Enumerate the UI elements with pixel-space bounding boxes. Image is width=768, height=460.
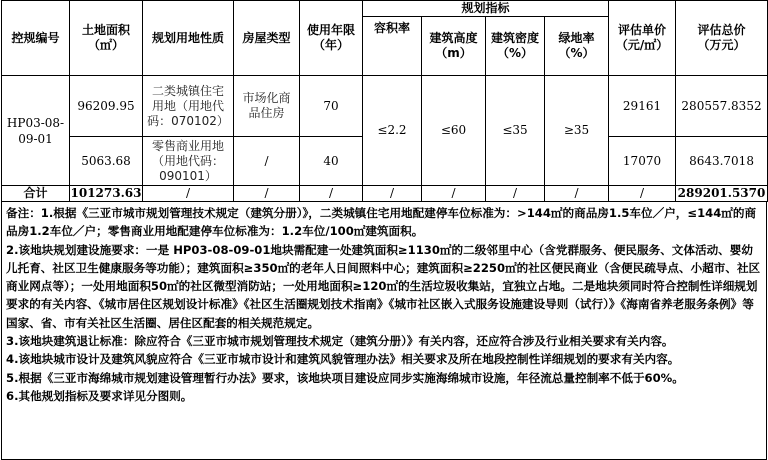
header-green-unit: （%） <box>558 46 595 60</box>
total-slash: / <box>300 186 363 202</box>
house-type-cell: 市场化商品住房 <box>234 76 300 137</box>
unit-price-cell: 17070 <box>609 137 676 186</box>
total-slash: / <box>486 186 545 202</box>
header-unit-price-unit: （元/㎡） <box>615 38 669 52</box>
height-cell: ≤60 <box>422 76 486 186</box>
years-cell: 40 <box>300 137 363 186</box>
header-years-label: 使用年限 <box>306 23 355 37</box>
header-density <box>486 17 545 76</box>
header-years <box>300 1 363 76</box>
house-type-cell: / <box>234 137 300 186</box>
unit-price-cell: 29161 <box>609 76 676 137</box>
header-indicators: 规划指标 <box>363 1 609 17</box>
header-code: 控规编号 <box>2 1 70 76</box>
land-area-cell: 5063.68 <box>70 137 143 186</box>
header-land-use: 规划用地性质 <box>143 1 234 76</box>
header-land-area-unit: （㎡） <box>87 38 124 52</box>
header-height-unit: （m） <box>435 46 472 60</box>
header-years-unit: （年） <box>312 38 349 52</box>
header-land-area <box>70 1 143 76</box>
header-green-label: 绿地率 <box>558 31 595 45</box>
far-cell: ≤2.2 <box>363 76 422 186</box>
note-3: 3.该地块建筑退让标准：除应符合《三亚市城市规划管理技术规定（建筑分册）》有关内容，还应符合涉及行业相关要求有关内容。 <box>6 334 674 349</box>
header-density-unit: （%） <box>496 46 534 60</box>
note-6: 6.其他规划指标及要求详见分图则。 <box>6 388 193 403</box>
header-total-price <box>676 1 768 76</box>
header-unit-price <box>609 1 676 76</box>
total-price-sum: 289201.5370 <box>676 186 768 202</box>
total-price-cell: 8643.7018 <box>676 137 768 186</box>
total-slash: / <box>545 186 609 202</box>
total-row <box>2 186 768 202</box>
total-slash: / <box>363 186 422 202</box>
header-house-type: 房屋类型 <box>234 1 300 76</box>
total-label: 合计 <box>2 186 70 202</box>
note-1: 备注：1.根据《三亚市城市规划管理技术规定（建筑分册）》，二类城镇住宅用地配建停车位标准为：>144㎡的商品房1.5车位／户，≤144㎡的商品房1.2车位／户；零售商业用地配建停车位标准为：1.2车位/100㎡建筑面积。 <box>6 206 757 239</box>
years-cell: 70 <box>300 76 363 137</box>
total-slash: / <box>234 186 300 202</box>
total-land-area: 101273.63 <box>70 186 142 200</box>
header-unit-price-label: 评估单价 <box>618 23 667 37</box>
land-use-cell: 零售商业用地（用地代码：090101） <box>143 137 234 186</box>
code-cell: HP03-08-09-01 <box>2 76 70 186</box>
total-slash: / <box>143 186 234 202</box>
land-area-cell: 96209.95 <box>70 76 143 137</box>
notes-section <box>1 202 767 460</box>
note-2: 2.该地块规划建设施要求：一是 HP03-08-09-01地块需配建一处建筑面积≥1130㎡的二级邻里中心（含党群服务、便民服务、文体活动、婴幼儿托育、社区卫生健康服务等功能）；建筑面积≥350㎡的老年人日间照料中心；建筑面积≥2250㎡的社区便民商业（含便民疏导点、小超市、社区商业网点等）；一处用地面积50㎡的社区微型消防站；一处用地面积≥120㎡的生活垃圾收集站，宜独立占地。二是地块须同时符合控制性详细规划要求的有关内容、《城市居住区规划设计标准》《社区生活圈规划技术指南》《城市社区嵌入式服务设施建设导则（试行）》《海南省养老服务条例》等国家、省、市有关社区生活圈、居住区配套的相关规范规定。 <box>6 242 761 330</box>
density-cell: ≤35 <box>486 76 545 186</box>
header-height-label: 建筑高度 <box>429 31 478 45</box>
total-slash: / <box>422 186 486 202</box>
green-cell: ≥35 <box>545 76 609 186</box>
total-price-cell: 280557.8352 <box>676 76 768 137</box>
header-height <box>422 17 486 76</box>
header-total-price-label: 评估总价 <box>697 23 746 37</box>
header-density-label: 建筑密度 <box>490 31 539 45</box>
header-green <box>545 17 609 76</box>
note-4: 4.该地块城市设计及建筑风貌应符合《三亚市城市设计和建筑风貌管理办法》相关要求及所在地段控制性详细规划的要求有关内容。 <box>6 352 680 367</box>
header-total-price-unit: （万元） <box>697 38 746 52</box>
header-land-area-label: 土地面积 <box>81 23 130 37</box>
land-table <box>1 0 768 202</box>
table-row <box>2 76 768 137</box>
header-far: 容积率 <box>363 17 422 76</box>
land-use-cell: 二类城镇住宅用地（用地代码：070102） <box>143 76 234 137</box>
note-5: 5.根据《三亚市海绵城市规划建设管理暂行办法》要求，该地块项目建设应同步实施海绵城市设施，年径流总量控制率不低于60%。 <box>6 370 684 385</box>
total-slash: / <box>609 186 676 202</box>
